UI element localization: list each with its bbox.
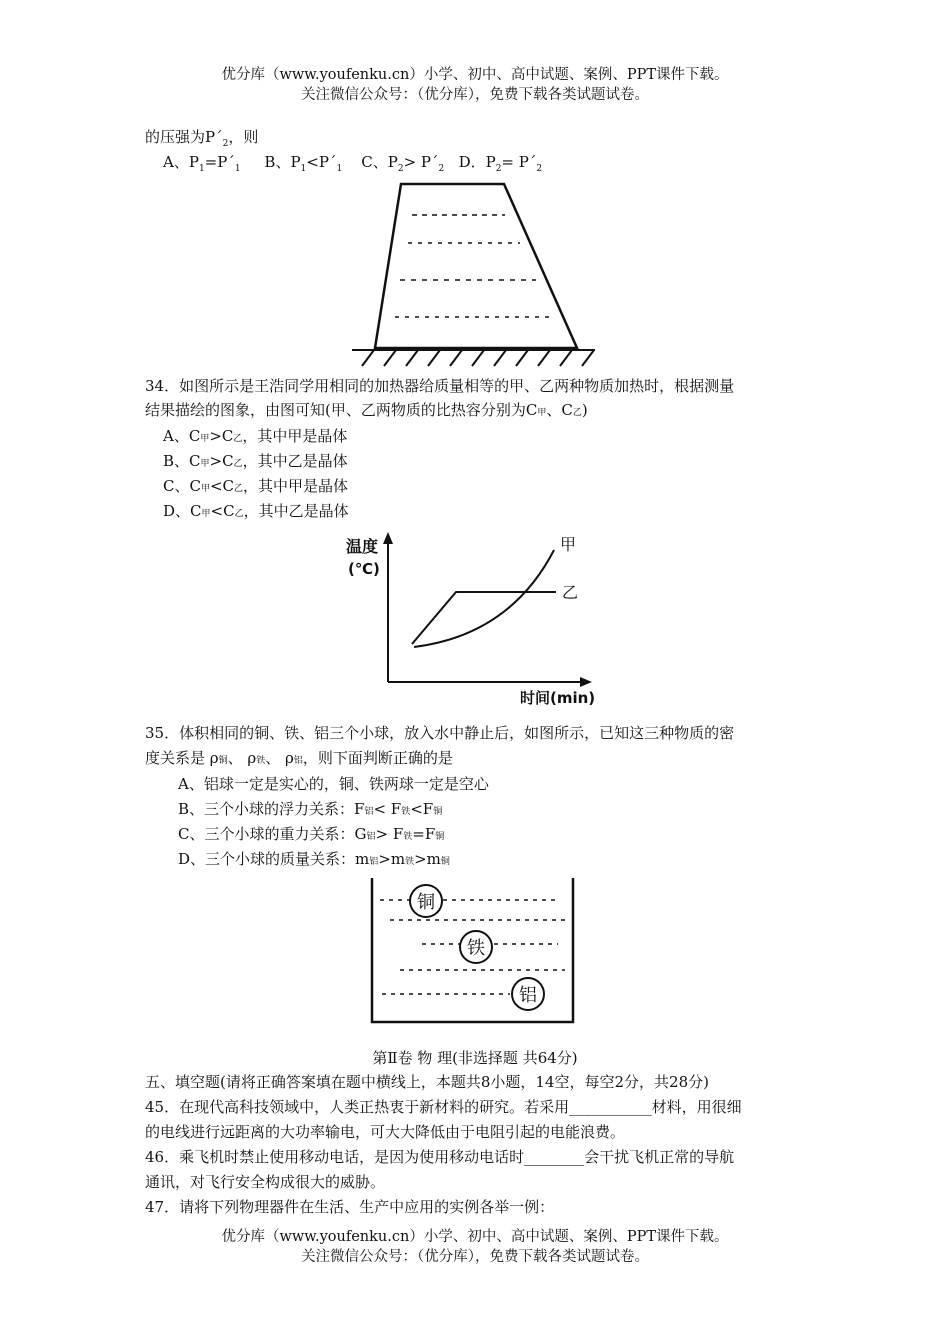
curve-jia <box>414 550 554 647</box>
ball-copper-label: 铜 <box>417 892 435 913</box>
y-label-line-2: (℃) <box>348 560 380 578</box>
ball-aluminum-label: 铝 <box>519 985 537 1006</box>
ball-iron <box>460 931 492 963</box>
header-line-2: 关注微信公众号：（优分库），免费下载各类试题试卷。 <box>301 87 649 103</box>
q35-line-2: 度关系是 ρ铜、 ρ铁、 ρ铝，则下面判断正确的是 <box>145 749 453 767</box>
q33-stem-tail: 的压强为$P´_2$，则 <box>145 128 259 149</box>
header-line-1: 优分库（www.youfenku.cn）小学、初中、高中试题、案例、PPT课件下载。 <box>221 67 729 83</box>
curve-yi-label: 乙 <box>562 583 579 602</box>
q35-option-b[interactable]: B、三个小球的浮力关系：F铝< F铁<F铜 <box>178 800 443 818</box>
temperature-graph <box>340 530 610 710</box>
q35-option-c[interactable]: C、三个小球的重力关系：G铝> F铁=F铜 <box>178 825 445 843</box>
q33-option-c[interactable]: C、$P_2>$ $P´_2$ <box>361 153 445 174</box>
footer-line-1: 优分库（www.youfenku.cn）小学、初中、高中试题、案例、PPT课件下载。 <box>221 1229 729 1245</box>
dam-figure <box>340 180 610 370</box>
q46-line-2: 通讯，对飞行安全构成很大的威胁。 <box>145 1173 386 1191</box>
q34-option-a[interactable]: A、C甲>C乙，其中甲是晶体 <box>163 427 348 445</box>
y-label-line-1: 温度 <box>346 537 379 556</box>
y-axis-arrow <box>383 532 393 544</box>
q45-line-2: 的电线进行远距离的大功率输电，可大大降低由于电阻引起的电能浪费。 <box>145 1123 626 1141</box>
part2-title: 第Ⅱ卷 物 理(非选择题 共64分) <box>372 1049 578 1067</box>
q45-line-1: 45．在现代高科技领域中，人类正热衷于新材料的研究。若采用___________材料，用很细 <box>145 1098 742 1116</box>
q33-option-a[interactable]: A、$P_1=P´_1$ <box>163 153 241 174</box>
q33-options <box>163 152 542 179</box>
q35-option-d[interactable]: D、三个小球的质量关系：m铝>m铁>m铜 <box>178 850 450 868</box>
ball-aluminum <box>512 978 544 1010</box>
ball-copper <box>410 885 442 917</box>
curve-jia-label: 甲 <box>560 535 577 554</box>
ball-iron-label: 铁 <box>467 938 485 959</box>
q35-line-1: 35．体积相同的铜、铁、铝三个小球，放入水中静止后，如图所示，已知这三种物质的密 <box>145 724 735 742</box>
q47-line: 47．请将下列物理器件在生活、生产中应用的实例各举一例： <box>145 1198 555 1216</box>
q33-option-b[interactable]: B、$P_1<P´_1$ <box>264 153 343 174</box>
q34-option-c[interactable]: C、C甲<C乙，其中甲是晶体 <box>163 477 349 495</box>
curve-yi <box>412 592 556 644</box>
q46-line-1: 46．乘飞机时禁止使用移动电话，是因为使用移动电话时________会干扰飞机正常的导航 <box>145 1148 735 1166</box>
x-label: 时间(min) <box>520 689 596 707</box>
q34-line-1: 34．如图所示是王浩同学用相同的加热器给质量相等的甲、乙两种物质加热时，根据测量 <box>145 377 735 395</box>
q35-option-a[interactable]: A、铝球一定是实心的，铜、铁两球一定是空心 <box>178 775 489 793</box>
q34-option-d[interactable]: D、C甲<C乙，其中乙是晶体 <box>163 502 349 520</box>
q33-option-d[interactable]: D．$P_2=$ $P´_2$ <box>458 153 543 174</box>
q34-line-2: 结果描绘的图象，由图可知(甲、乙两物质的比热容分别为C甲、C乙) <box>145 401 588 419</box>
q34-option-b[interactable]: B、C甲>C乙，其中乙是晶体 <box>163 452 348 470</box>
footer-line-2: 关注微信公众号：（优分库），免费下载各类试题试卷。 <box>301 1249 649 1265</box>
x-axis-arrow <box>580 677 592 687</box>
section-five-heading: 五、填空题(请将正确答案填在题中横线上，本题共8小题，14空，每空2分，共28分) <box>145 1073 709 1091</box>
beaker-figure <box>360 874 590 1034</box>
